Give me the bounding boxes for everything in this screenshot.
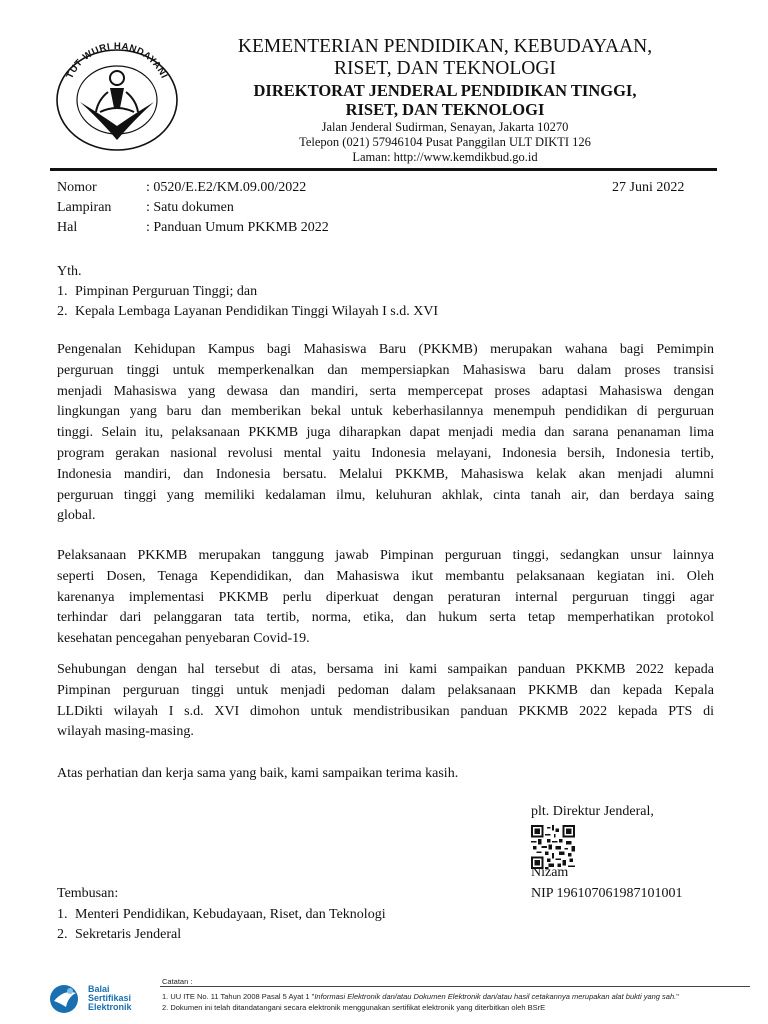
- ministry-name-line2: RISET, DAN TEKNOLOGI: [334, 58, 556, 79]
- closing-sentence: Atas perhatian dan kerja sama yang baik, kami sampaikan terima kasih.: [57, 766, 459, 781]
- letterhead-divider: [50, 168, 717, 171]
- bsre-name-line1: Balai: [88, 984, 110, 994]
- paragraph-1: [57, 340, 714, 527]
- office-address: Jalan Jenderal Sudirman, Senayan, Jakarta 10270: [321, 120, 569, 134]
- catatan-label: Catatan :: [162, 977, 193, 986]
- tembusan-item: [57, 925, 181, 946]
- paragraph-line: Pengenalan Kehidupan Kampus bagi Mahasiswa Baru (PKKMB) merupakan wahana bagi Pemimpin: [57, 342, 714, 357]
- signatory-nip: NIP 196107061987101001: [531, 886, 683, 901]
- directorate-name-line1: DIREKTORAT JENDERAL PENDIDIKAN TINGGI,: [253, 81, 637, 100]
- tembusan-label: Tembusan:: [57, 886, 119, 901]
- nomor-value: : 0520/E.E2/KM.09.00/2022: [146, 180, 307, 195]
- footer-note-1: [162, 992, 679, 1001]
- paragraph-line: LLDikti wilayah I s.d. XVI dimohon untuk mendistribusikan panduan PKKMB 2022 kepada PTS di: [57, 703, 714, 719]
- paragraph-line: karenanya implementasi PKKMB perlu diperkuat dengan peraturan internal perguruan tinggi agar: [57, 589, 714, 605]
- office-website: Laman: http://www.kemdikbud.go.id: [352, 150, 538, 164]
- paragraph-line: seperti Dosen, Tenaga Kependidikan, dan Mahasiswa ikut membantu pelaksanaan kegiatan ini. Oleh: [57, 568, 714, 584]
- note1-suffix: ": [676, 992, 679, 1001]
- paragraph-line: program gerakan nasional revolusi mental yaitu Indonesia melayani, Indonesia bersih, Indonesia tertib,: [57, 445, 714, 461]
- paragraph-line: perguruan tinggi yang memiliki kedalaman ilmu, keluhuran akhlak, cinta tanah air, dan berdaya saing: [57, 487, 714, 503]
- paragraph-line: lingkungan yang baru dan memberikan bekal untuk keberhasilannya menempuh pendidikan di perguruan: [57, 404, 714, 420]
- paragraph-line: Sehubungan dengan hal tersebut di atas, bersama ini kami sampaikan panduan PKKMB 2022 kepada: [57, 662, 714, 677]
- footer-divider: [160, 986, 750, 987]
- paragraph-line: global.: [57, 508, 96, 524]
- lampiran-value: : Satu dokumen: [146, 200, 234, 215]
- recipient-text: Kepala Lembaga Layanan Pendidikan Tinggi Wilayah I s.d. XVI: [75, 304, 439, 319]
- signatory-name: Nizam: [531, 865, 569, 880]
- salutation: Yth.: [57, 264, 82, 279]
- directorate-name-line2: RISET, DAN TEKNOLOGI: [345, 100, 545, 119]
- nomor-label: Nomor: [57, 180, 97, 195]
- tembusan-text: Menteri Pendidikan, Kebudayaan, Riset, dan Teknologi: [75, 907, 386, 922]
- letter-date: 27 Juni 2022: [612, 180, 685, 195]
- note1-prefix: 1. UU ITE No. 11 Tahun 2008 Pasal 5 Ayat 1 ": [162, 992, 315, 1001]
- note1-quote: Informasi Elektronik dan/atau Dokumen Elektronik dan/atau hasil cetakannya merupakan alat bukti yang sah.: [314, 992, 677, 1001]
- svg-text:TUT WURI HANDAYANI: [64, 41, 169, 81]
- recipient-item: [57, 282, 257, 303]
- paragraph-line: kesehatan pencegahan penyebaran Covid-19.: [57, 631, 310, 647]
- tembusan-text: Sekretaris Jenderal: [75, 927, 182, 942]
- logo-motto: TUT WURI HANDAYANI: [64, 40, 170, 81]
- recipient-number: 1.: [57, 284, 68, 299]
- paragraph-line: tinggi. Selain itu, pelaksanaan PKKMB juga diharapkan dapat menjadi media dan sarana penanaman lima: [57, 425, 714, 441]
- hal-value: : Panduan Umum PKKMB 2022: [146, 220, 329, 235]
- recipient-text: Pimpinan Perguruan Tinggi; dan: [75, 284, 258, 299]
- lampiran-label: Lampiran: [57, 200, 112, 215]
- paragraph-3: [57, 660, 714, 743]
- ministry-name-line1: KEMENTERIAN PENDIDIKAN, KEBUDAYAAN,: [237, 36, 653, 57]
- paragraph-line: perguruan tinggi untuk memperkenalkan dan mempersiapkan Mahasiswa baru dalam proses transisi: [57, 362, 714, 378]
- paragraph-line: Pimpinan perguruan tinggi untuk menjadi pedoman dalam pelaksanaan PKKMB dan kepada Kepala: [57, 682, 714, 698]
- bsre-logo-icon: [46, 981, 86, 1015]
- recipient-item: [57, 302, 438, 323]
- paragraph-line: wilayah masing-masing.: [57, 724, 194, 740]
- paragraph-line: menjadi Mahasiswa yang dewasa dan mandiri, serta mempercepat proses adaptasi Mahasiswa dengan: [57, 383, 714, 399]
- tembusan-item: [57, 905, 386, 926]
- paragraph-line: terhindar dari pelanggaran tata tertib, norma, etika, dan hukum serta tetap memperhatikan protokol: [57, 610, 714, 626]
- tut-wuri-handayani-logo: [50, 30, 184, 154]
- bsre-name-line3: Elektronik: [88, 1002, 132, 1012]
- paragraph-2: [57, 546, 714, 650]
- signature-title: plt. Direktur Jenderal,: [531, 804, 654, 819]
- footer-note-2: 2. Dokumen ini telah ditandatangani secara elektronik menggunakan sertifikat elektronik yang diterbitkan oleh BSrE: [162, 1003, 546, 1012]
- recipient-number: 2.: [57, 304, 68, 319]
- tembusan-number: 2.: [57, 927, 68, 942]
- paragraph-line: Indonesia mandiri, dan Indonesia bersatu. Melalui PKKMB, Mahasiswa kelak akan menjadi alumni: [57, 466, 714, 482]
- bsre-name-line2: Sertifikasi: [88, 993, 132, 1003]
- office-phone: Telepon (021) 57946104 Pusat Panggilan ULT DIKTI 126: [299, 135, 591, 149]
- hal-label: Hal: [57, 220, 78, 235]
- tembusan-number: 1.: [57, 907, 68, 922]
- paragraph-line: Pelaksanaan PKKMB merupakan tanggung jawab Pimpinan perguruan tinggi, sedangkan unsur lainnya: [57, 548, 714, 563]
